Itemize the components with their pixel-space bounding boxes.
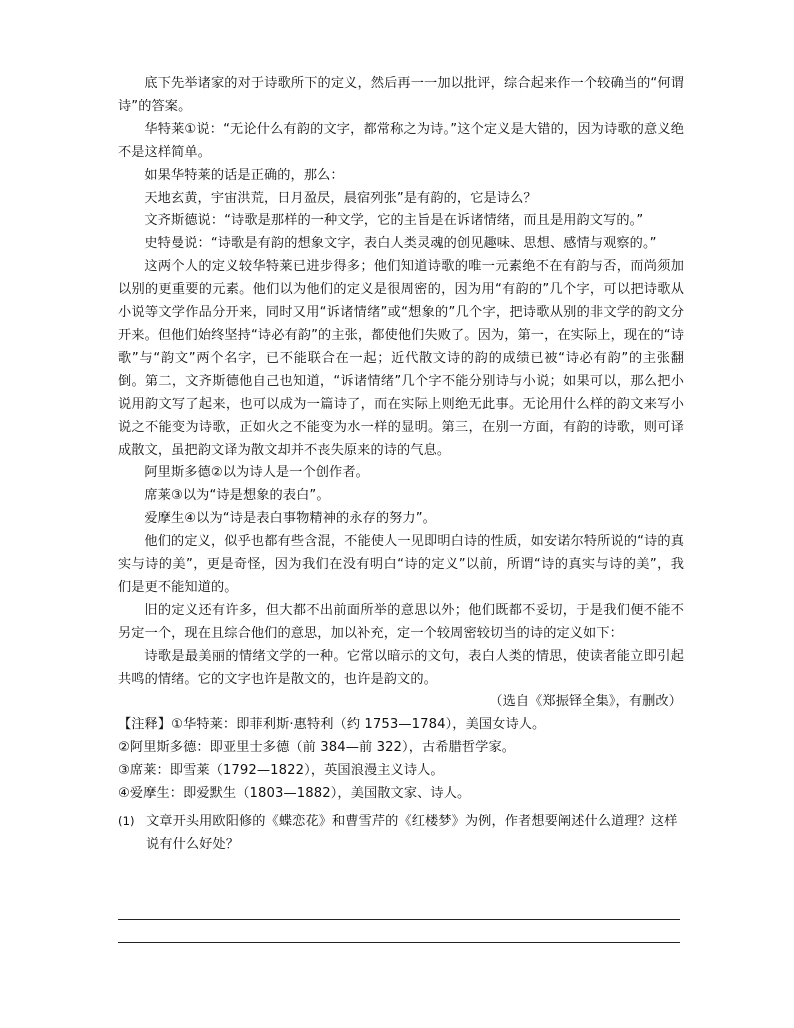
paragraph: 这两个人的定义较华特莱已进步得多；他们知道诗歌的唯一元素绝不在有韵与否，而尚须加以别的更重要的元素。他们以为他们的定义是很周密的，因为用“有韵的”几个字，可以把诗歌从小说等文学作品分开来，同时又用“诉诸情绪”或“想象的”几个字，把诗歌从别的非文学的韵文分开来。但他们始终坚持“诗必有韵”的主张，都使他们失败了。因为，第一，在实际上，现在的“诗歌”与“韵文”两个名字，已不能联合在一起；近代散文诗的韵的成绩已被“诗必有韵”的主张翻倒。第二，文齐斯德他自己也知道，“诉诸情绪”几个字不能分别诗与小说；如果可以，那么把小说用韵文写了起来，也可以成为一篇诗了，而在实际上则绝无此事。无论用什么样的韵文来写小说之不能变为诗歌，正如火之不能变为水一样的显明。第三，在别一方面，有韵的诗歌，则可译成散文，虽把韵文译为散文却并不丧失原来的诗的气息。 [118,259,684,458]
paragraph: 阿里斯多德②以为诗人是一个创作者。 [144,465,369,481]
note-item: ④爱摩生：即爱默生（1803—1882），美国散文家、诗人。 [118,786,471,802]
paragraph: 底下先举诸家的对于诗歌所下的定义，然后再一一加以批评，综合起来作一个较确当的“何谓诗”的答案。 [118,76,684,114]
document-body [118,73,684,857]
question [118,810,684,857]
paragraph: 旧的定义还有许多，但大都不出前面所举的意思以外；他们既都不妥切，于是我们便不能不另定一个，现在且综合他们的意思，加以补充，定一个较周密较切当的诗的定义如下： [118,602,684,641]
source-citation: （选自《郑振铎全集》，有删改） [489,694,682,710]
question-number: (1) [118,814,135,828]
paragraph: 如果华特莱的话是正确的，那么： [144,167,344,183]
note-item: ③席莱：即雪莱（1792—1822），英国浪漫主义诗人。 [118,763,444,779]
paragraph: 席莱③以为“诗是想象的表白”。 [144,488,330,504]
paragraph: 天地玄黄，宇宙洪荒，日月盈昃，晨宿列张”是有韵的，它是诗么？ [144,190,537,206]
paragraph: 他们的定义，似乎也都有些含混，不能使人一见即明白诗的性质，如安诺尔特所说的“诗的真实与诗的美”，更是奇怪，因为我们在没有明白“诗的定义”以前，所谓“诗的真实与诗的美”，我们是更不能知道的。 [118,534,684,595]
paragraph: 诗歌是最美丽的情绪文学的一种。它常以暗示的文句，表白人类的情思，使读者能立即引起共鸣的情绪。它的文字也许是散文的，也许是韵文的。 [118,648,684,687]
note-item: ②阿里斯多德：即亚里士多德（前 384—前 322），古希腊哲学家。 [118,740,516,756]
paragraph: 华特莱①说：“无论什么有韵的文字，都常称之为诗。”这个定义是大错的，因为诗歌的意义绝不是这样简单。 [118,121,684,160]
note-item: 【注释】①华特莱：即菲利斯·惠特利（约 1753—1784），美国女诗人。 [118,717,546,733]
paragraph: 史特曼说：“诗歌是有韵的想象文字，表白人类灵魂的创见趣味、思想、感情与观察的。” [144,236,657,252]
question-text: 文章开头用欧阳修的《蝶恋花》和曹雪芹的《红楼梦》为例，作者想要阐述什么道理？这样说有什么好处？ [146,814,678,852]
paragraph: 文齐斯德说：“诗歌是那样的一种文学，它的主旨是在诉诸情绪，而且是用韵文写的。” [144,213,644,229]
answer-line[interactable] [118,942,680,943]
paragraph: 爱摩生④以为“诗是表白事物精神的永存的努力”。 [144,511,436,527]
answer-line[interactable] [118,919,680,920]
